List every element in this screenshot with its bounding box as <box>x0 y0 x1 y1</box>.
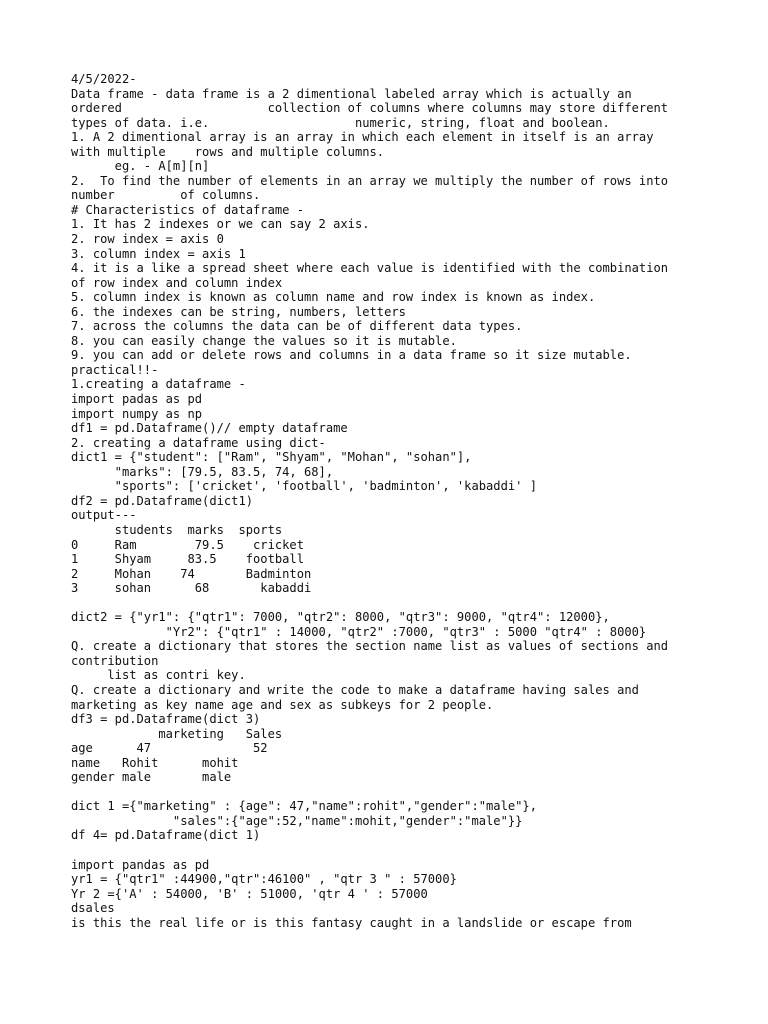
text-line: students marks sports <box>71 522 283 537</box>
text-line: 2. To find the number of elements in an array we multiply the number of rows into <box>71 173 669 188</box>
text-line: dict1 = {"student": ["Ram", "Shyam", "Mohan", "sohan"], <box>71 450 472 465</box>
text-line <box>71 596 761 611</box>
text-line: import numpy as np <box>71 406 203 421</box>
text-line: 6. the indexes can be string, numbers, letters <box>71 304 406 319</box>
text-line: Yr 2 ={'A' : 54000, 'B' : 51000, 'qtr 4 ' : 57000 <box>71 886 428 901</box>
text-line: gender male male <box>71 770 232 785</box>
text-line: "marks": [79.5, 83.5, 74, 68], <box>71 464 334 479</box>
text-line: of row index and column index <box>71 275 283 290</box>
text-line: "sports": ['cricket', 'football', 'badminton', 'kabaddi' ] <box>71 479 537 494</box>
text-line: dsales <box>71 901 115 916</box>
text-line: dict2 = {"yr1": {"qtr1": 7000, "qtr2": 8000, "qtr3": 9000, "qtr4": 12000}, <box>71 610 610 625</box>
text-line: ordered collection of columns where columns may store different <box>71 101 669 116</box>
text-line: 4/5/2022- <box>71 72 137 86</box>
text-line: 9. you can add or delete rows and columns in a data frame so it size mutable. <box>71 348 632 363</box>
text-line: 1.creating a dataframe - <box>71 377 246 392</box>
text-line: Data frame - data frame is a 2 dimentional labeled array which is actually an <box>71 86 632 101</box>
text-line: age 47 52 <box>71 741 268 756</box>
text-line: with multiple rows and multiple columns. <box>71 144 385 159</box>
text-line: is this the real life or is this fantasy caught in a landslide or escape from <box>71 915 632 930</box>
text-line: df3 = pd.Dataframe(dict 3) <box>71 712 261 727</box>
text-line: yr1 = {"qtr1" :44900,"qtr":46100" , "qtr 3 " : 57000} <box>71 872 457 887</box>
text-line <box>71 785 761 800</box>
text-line: df 4= pd.Dataframe(dict 1) <box>71 828 261 843</box>
text-line: 1 Shyam 83.5 football <box>71 552 304 567</box>
text-line: dict 1 ={"marketing" : {age": 47,"name":rohit","gender":"male"}, <box>71 799 537 814</box>
text-line: 8. you can easily change the values so it is mutable. <box>71 333 457 348</box>
text-line: 2. row index = axis 0 <box>71 232 224 247</box>
text-line: number of columns. <box>71 188 261 203</box>
text-line: marketing Sales <box>71 726 283 741</box>
text-line: 3. column index = axis 1 <box>71 246 246 261</box>
text-line: 5. column index is known as column name and row index is known as index. <box>71 290 596 305</box>
text-line: df2 = pd.Dataframe(dict1) <box>71 493 254 508</box>
text-line: list as contri key. <box>71 668 246 683</box>
text-line: 1. A 2 dimentional array is an array in which each element in itself is an array <box>71 130 654 145</box>
text-line: "sales":{"age":52,"name":mohit,"gender":"male"}} <box>71 813 523 828</box>
text-line: # Characteristics of dataframe - <box>71 202 304 217</box>
text-line: practical!!- <box>71 362 159 377</box>
text-line: name Rohit mohit <box>71 755 239 770</box>
text-line: 2 Mohan 74 Badminton <box>71 566 312 581</box>
text-line: "Yr2": {"qtr1" : 14000, "qtr2" :7000, "qtr3" : 5000 "qtr4" : 8000} <box>71 624 647 639</box>
text-line: df1 = pd.Dataframe()// empty dataframe <box>71 421 348 436</box>
text-line: contribution <box>71 653 159 668</box>
text-line: 3 sohan 68 kabaddi <box>71 581 312 596</box>
text-line: 4. it is a like a spread sheet where each value is identified with the combination <box>71 261 669 276</box>
text-line: 0 Ram 79.5 cricket <box>71 537 304 552</box>
text-line: import padas as pd <box>71 392 203 407</box>
text-line: 1. It has 2 indexes or we can say 2 axis. <box>71 217 370 232</box>
text-line: eg. - A[m][n] <box>71 159 210 174</box>
text-line: 7. across the columns the data can be of different data types. <box>71 319 523 334</box>
text-line: import pandas as pd <box>71 857 210 872</box>
text-line: output--- <box>71 508 137 523</box>
text-line: marketing as key name age and sex as subkeys for 2 people. <box>71 697 494 712</box>
text-line <box>71 843 761 858</box>
text-line: Q. create a dictionary and write the code to make a dataframe having sales and <box>71 682 639 697</box>
text-line: types of data. i.e. numeric, string, float and boolean. <box>71 115 610 130</box>
document-text <box>71 72 761 930</box>
text-line: Q. create a dictionary that stores the section name list as values of sections and <box>71 639 669 654</box>
text-line: 2. creating a dataframe using dict- <box>71 435 326 450</box>
